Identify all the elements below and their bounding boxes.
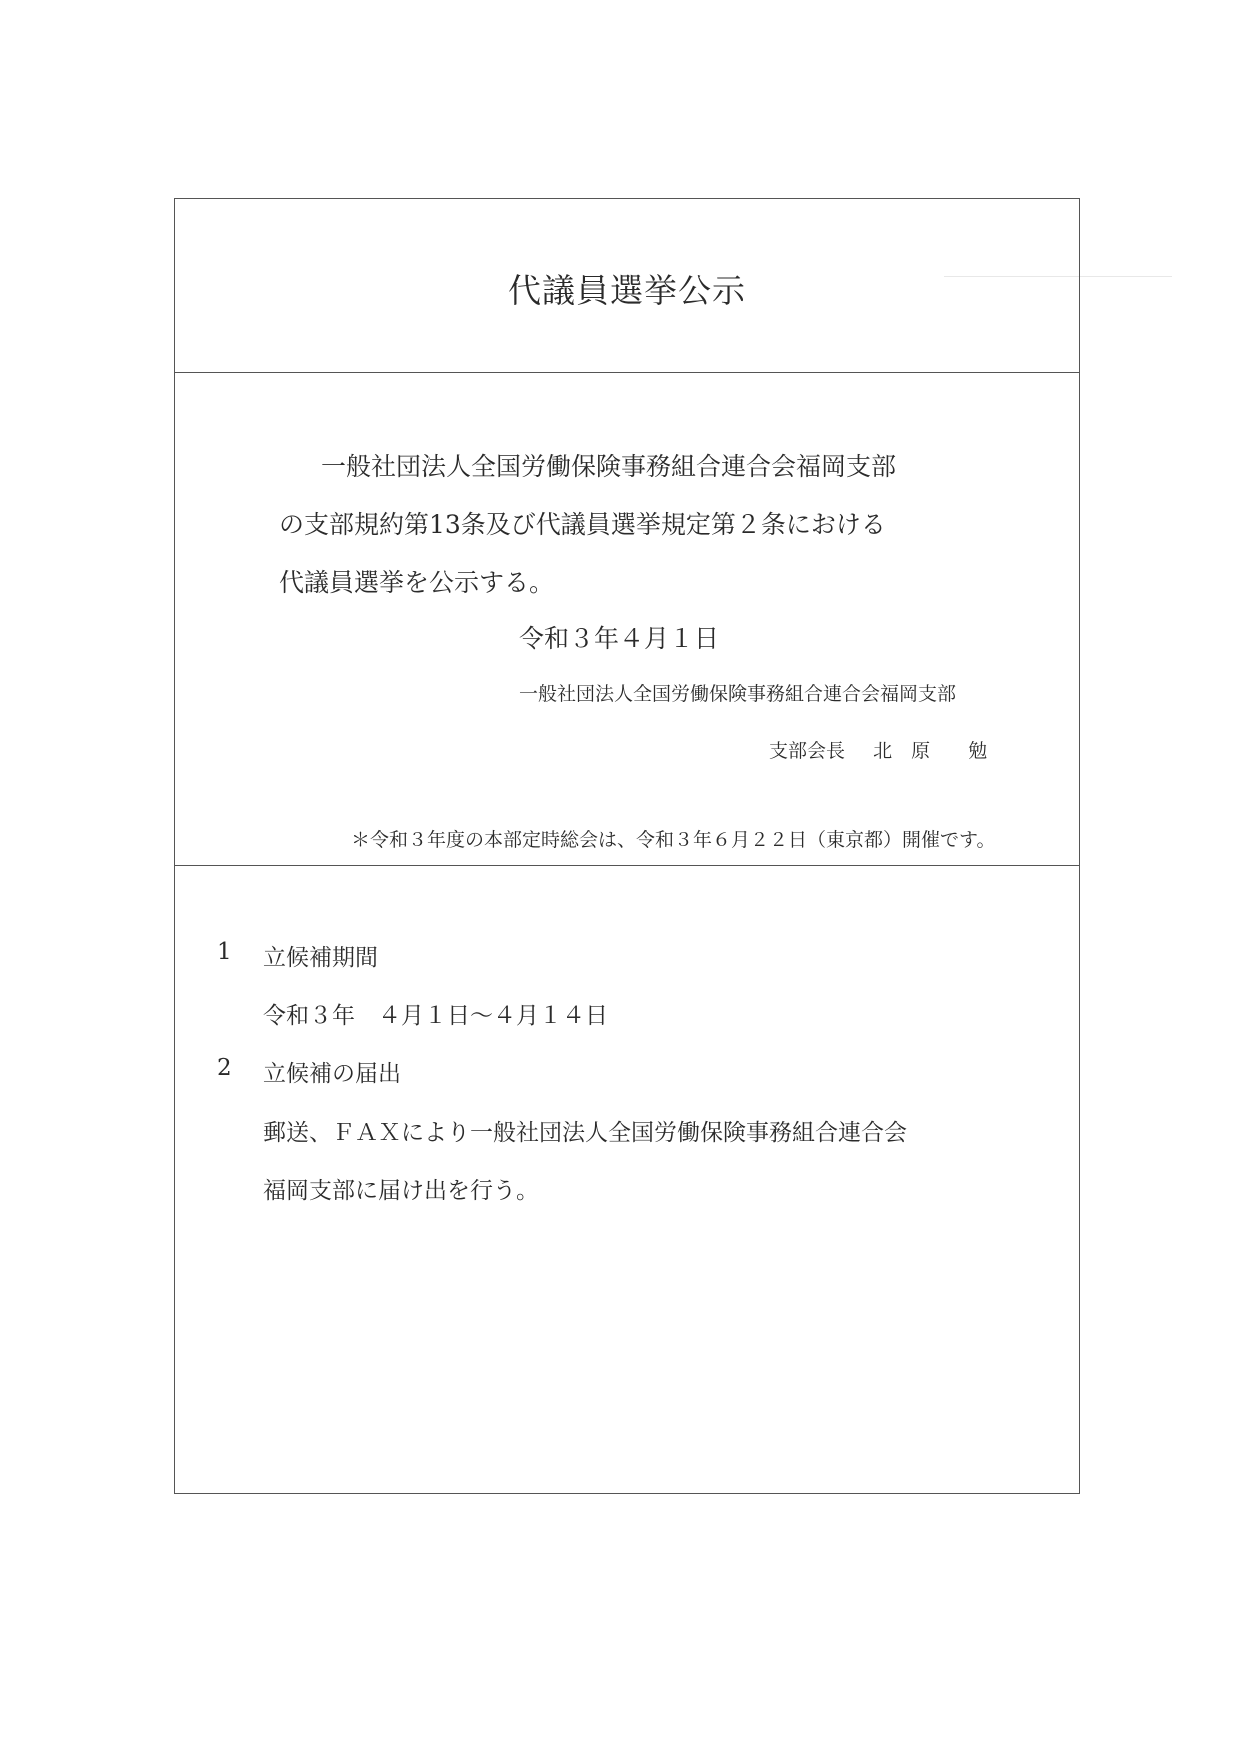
body-line-1: 一般社団法人全国労働保険事務組合連合会福岡支部 [321, 452, 897, 481]
item-2-line-2: 福岡支部に届け出を行う。 [263, 1178, 539, 1204]
signatory-name-family: 北 原 [873, 740, 931, 762]
title-divider [175, 372, 1079, 373]
item-2-number: 2 [217, 1055, 232, 1081]
signatory [769, 736, 987, 763]
assembly-note: ＊令和３年度の本部定時総会は、令和３年６月２２日（東京都）開催です。 [351, 829, 996, 851]
notice-title: 代議員選挙公示 [508, 271, 746, 310]
signatory-title: 支部会長 [769, 740, 846, 762]
item-2-heading: 立候補の届出 [263, 1061, 401, 1087]
body-line-2: の支部規約第13条及び代議員選挙規定第２条における [279, 510, 886, 539]
organization-name: 一般社団法人全国労働保険事務組合連合会福岡支部 [519, 683, 957, 705]
item-1-heading: 立候補期間 [263, 945, 378, 971]
item-2-line-1: 郵送、ＦＡＸにより一般社団法人全国労働保険事務組合連合会 [263, 1120, 907, 1146]
notice-date: 令和３年４月１日 [519, 624, 720, 653]
item-1-number: 1 [217, 939, 232, 965]
section-divider [175, 865, 1079, 866]
signatory-name-given: 勉 [968, 740, 988, 762]
body-line-3: 代議員選挙を公示する。 [279, 568, 555, 597]
item-1-line-1: 令和３年 ４月１日～４月１４日 [263, 1003, 608, 1029]
notice-frame [174, 198, 1080, 1494]
